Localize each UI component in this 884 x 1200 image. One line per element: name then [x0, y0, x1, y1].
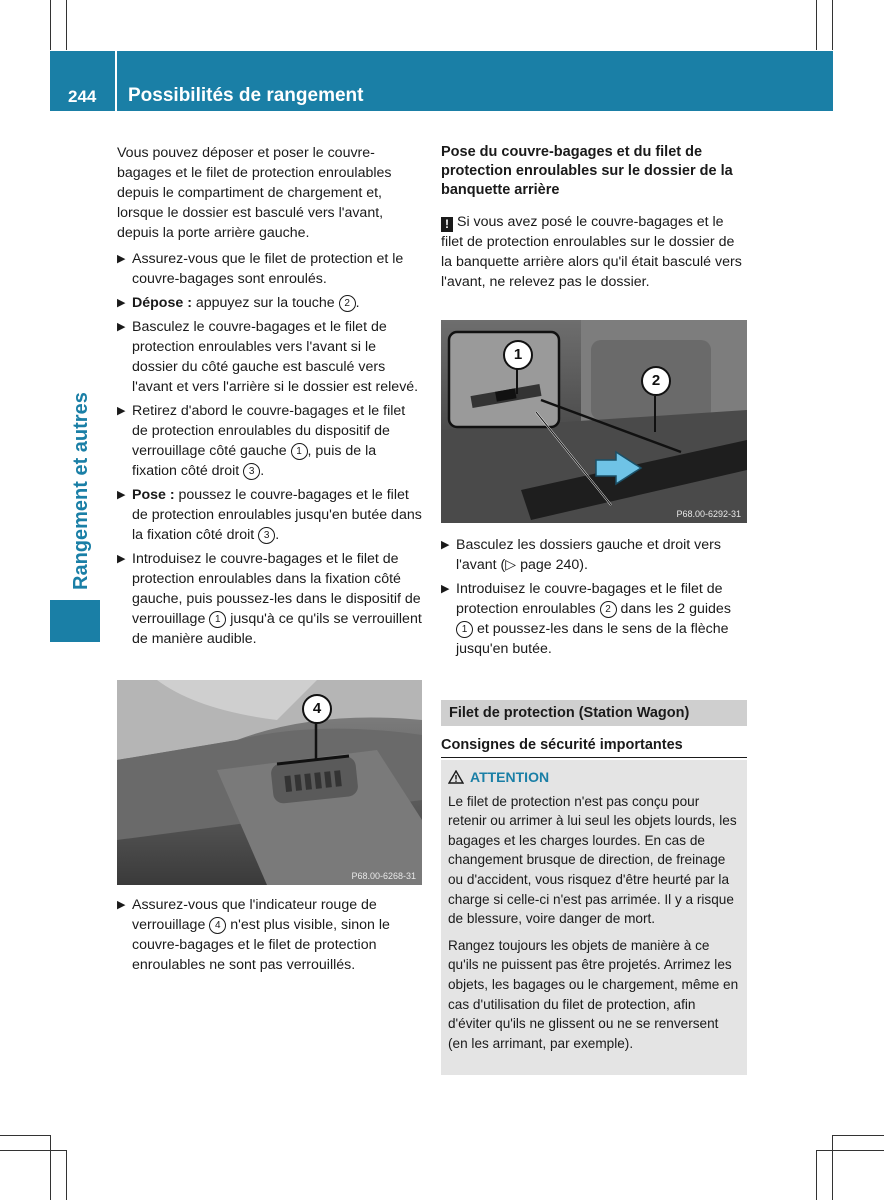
right-column-steps	[441, 535, 748, 663]
list-item: ▶ Dépose : appuyez sur la touche 2 .	[117, 295, 360, 311]
station-wagon-heading: Filet de protection (Station Wagon)	[441, 700, 747, 726]
bullet-arrow-icon: ▶	[117, 553, 126, 565]
safety-subheading: Consignes de sécurité importantes	[441, 735, 747, 758]
list-item: ▶ Assurez-vous que l'indicateur rouge de verrouillage 4 n'est plus visible, sinon le couvre-bagages et le filet de protection enroulables ne sont pas verrouillés.	[117, 897, 390, 973]
notice-paragraph: ! Si vous avez posé le couvre-bagages et le filet de protection enroulables sur le dossier de la banquette arrière alors qu'il était basculé vers l'avant, ne relevez pas le dossier.	[441, 214, 742, 290]
right-column	[441, 143, 748, 298]
warning-paragraph: Rangez toujours les objets de manière à ce qu'ils ne puissent pas être projetés. Arrimez les objets, les bagages ou le chargement, même en cas d'utilisation du filet de protection, afin d'éviter qu'ils ne glissent ou ne se renversent (en les arrimant, par exemple).	[448, 937, 739, 1051]
exclamation-icon: !	[441, 217, 453, 232]
photo-reference: P68.00-6292-31	[676, 509, 741, 519]
list-item: ▶ Assurez-vous que le filet de protection et le couvre-bagages sont enroulés.	[117, 251, 404, 287]
bullet-arrow-icon: ▶	[441, 583, 450, 595]
crop-mark	[816, 1150, 884, 1151]
section-heading: Pose du couvre-bagages et du filet de protection enroulables sur le dossier de la banquette arrière	[441, 144, 733, 198]
callout-4-icon: 4	[209, 917, 226, 934]
crop-mark	[0, 1135, 50, 1136]
crop-mark	[816, 0, 817, 50]
crop-mark	[832, 0, 833, 50]
crop-mark	[66, 0, 67, 50]
warning-triangle-icon	[448, 770, 464, 784]
list-item: ▶ Introduisez le couvre-bagages et le filet de protection enroulables 2 dans les 2 guides 1 et poussez-les dans le sens de la flèche jusqu'en butée.	[441, 581, 731, 657]
bullet-arrow-icon: ▶	[117, 321, 126, 333]
bullet-arrow-icon: ▶	[117, 297, 126, 309]
list-item: ▶ Basculez les dossiers gauche et droit vers l'avant (▷ page 240).	[441, 537, 721, 573]
seat-mounting-photo	[441, 320, 747, 523]
crop-mark	[816, 1150, 817, 1200]
page-number: 244	[68, 87, 97, 106]
callout-4-icon: 4	[302, 694, 332, 724]
page-reference-arrow-icon: ▷	[505, 557, 517, 573]
bullet-arrow-icon: ▶	[117, 405, 126, 417]
callout-3-icon: 3	[258, 527, 275, 544]
callout-2-icon: 2	[339, 295, 356, 312]
callout-2-icon: 2	[600, 601, 617, 618]
callout-1-icon: 1	[291, 443, 308, 460]
left-column-bottom	[117, 895, 424, 979]
photo-reference: P68.00-6268-31	[351, 871, 416, 881]
list-item: ▶ Pose : poussez le couvre-bagages et le filet de protection enroulables jusqu'en butée dans la fixation côté droit 3 .	[117, 487, 422, 543]
crop-mark	[66, 1150, 67, 1200]
bullet-arrow-icon: ▶	[441, 539, 450, 551]
side-tab-marker	[50, 600, 100, 642]
left-column	[117, 143, 424, 653]
crop-mark	[0, 1150, 66, 1151]
callout-3-icon: 3	[243, 463, 260, 480]
callout-1-icon: 1	[209, 611, 226, 628]
callout-1-icon: 1	[456, 621, 473, 638]
callout-1-icon: 1	[503, 340, 533, 370]
crop-mark	[50, 0, 51, 50]
warning-box	[441, 760, 747, 1075]
list-item: ▶ Basculez le couvre-bagages et le filet de protection enroulables vers l'avant si le dossier du côté gauche est basculé vers l'avant et vers l'arrière si le dossier est relevé.	[117, 319, 419, 395]
list-item: ▶ Retirez d'abord le couvre-bagages et le filet de protection enroulables du dispositif de verrouillage côté gauche 1 , puis de la fixation côté droit 3 .	[117, 403, 406, 479]
callout-2-icon: 2	[641, 366, 671, 396]
list-item: ▶ Introduisez le couvre-bagages et le filet de protection enroulables dans la fixation côté gauche, puis poussez-les dans le dispositif de verrouillage 1 jusqu'à ce qu'ils se verrouillent de manière audible.	[117, 551, 422, 647]
bullet-arrow-icon: ▶	[117, 489, 126, 501]
bullet-arrow-icon: ▶	[117, 899, 126, 911]
crop-mark	[832, 1135, 884, 1136]
crop-mark	[50, 1135, 51, 1200]
section-title: Possibilités de rangement	[128, 85, 364, 106]
side-tab-label: Rangement et autres	[70, 392, 92, 590]
lock-indicator-photo	[117, 680, 422, 885]
warning-paragraph: Le filet de protection n'est pas conçu pour retenir ou arrimer à lui seul les objets lourds, les bagages et les charges lourdes. En cas de changement brusque de direction, de freinage ou d'accident, vous risquez d'être heurté par la charge si celle-ci n'est pas arrimée. Il y a risque de blessure, voire danger de mort.	[448, 793, 737, 927]
lock-indicator-illustration	[117, 680, 422, 885]
crop-mark	[832, 1135, 833, 1200]
warning-title: ATTENTION	[448, 768, 740, 788]
seat-mounting-illustration	[441, 320, 747, 523]
intro-paragraph: Vous pouvez déposer et poser le couvre-bagages et le filet de protection enroulables depuis le compartiment de chargement et, lorsque le dossier est basculé vers l'avant, depuis la porte arrière gauche.	[117, 145, 392, 241]
bullet-arrow-icon: ▶	[117, 253, 126, 265]
